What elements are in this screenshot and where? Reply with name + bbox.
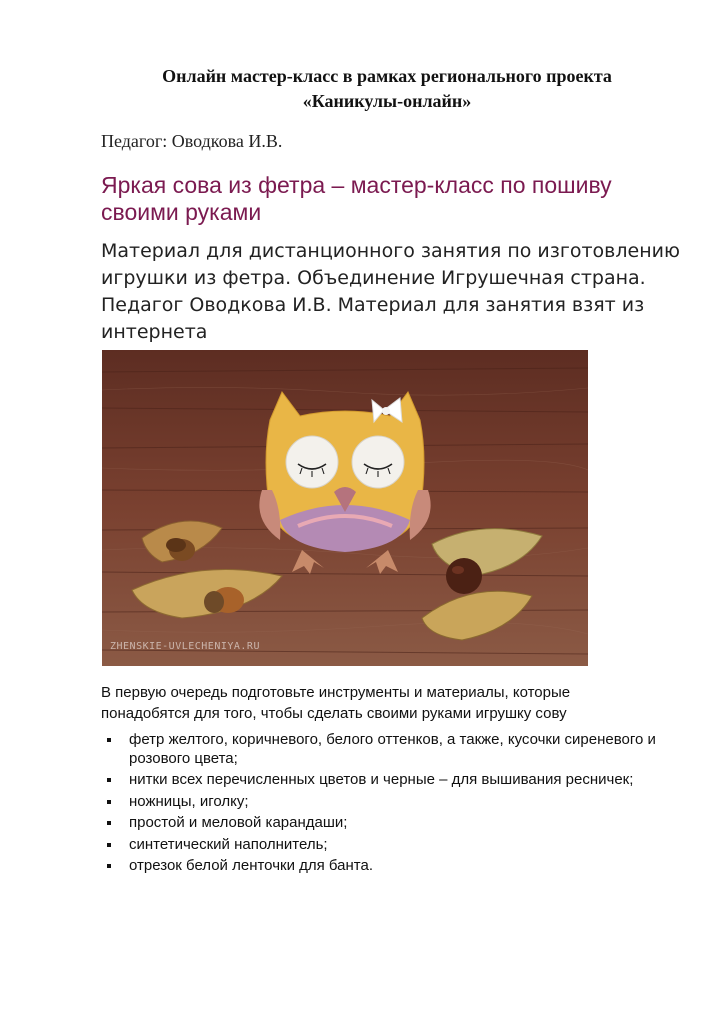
article-title: Яркая сова из фетра – мастер-класс по пошиву своими руками xyxy=(101,172,612,225)
bullet-icon xyxy=(107,778,111,782)
list-item: отрезок белой ленточки для банта. xyxy=(101,857,661,876)
intro-text: Материал для дистанционного занятия по изготовлению игрушки из фетра. Объединение Игрушечная страна. Педагог Оводкова И.В. Материал для занятия взят из интернета xyxy=(101,240,680,343)
page-header xyxy=(60,64,714,114)
materials-intro-paragraph: В первую очередь подготовьте инструменты и материалы, которые понадобятся для того, чтобы сделать своими руками игрушку сову xyxy=(101,684,571,722)
list-item: фетр желтого, коричневого, белого оттенков, а также, кусочки сиреневого и розового цвета; xyxy=(101,731,661,768)
list-item: простой и меловой карандаши; xyxy=(101,814,661,833)
header-line-1: Онлайн мастер-класс в рамках регионального проекта xyxy=(162,66,612,86)
list-item: синтетический наполнитель; xyxy=(101,836,661,855)
bullet-icon xyxy=(107,843,111,847)
list-item: нитки всех перечисленных цветов и черные – для вышивания ресничек; xyxy=(101,771,661,790)
owl-photo xyxy=(102,350,588,666)
header-line-2: «Каникулы-онлайн» xyxy=(302,91,472,111)
bullet-icon xyxy=(107,738,111,742)
bullet-icon xyxy=(107,864,111,868)
owl-eye-left xyxy=(286,436,338,488)
materials-list xyxy=(101,731,661,879)
list-item: ножницы, иголку; xyxy=(101,793,661,812)
teacher-line: Педагог: Оводкова И.В. xyxy=(101,131,283,151)
chestnut xyxy=(446,558,482,594)
photo-watermark: ZHENSKIE-UVLECHENIYA.RU xyxy=(110,641,260,652)
owl-eye-right xyxy=(352,436,404,488)
bullet-icon xyxy=(107,800,111,804)
owl-illustration xyxy=(102,350,588,666)
bullet-icon xyxy=(107,821,111,825)
